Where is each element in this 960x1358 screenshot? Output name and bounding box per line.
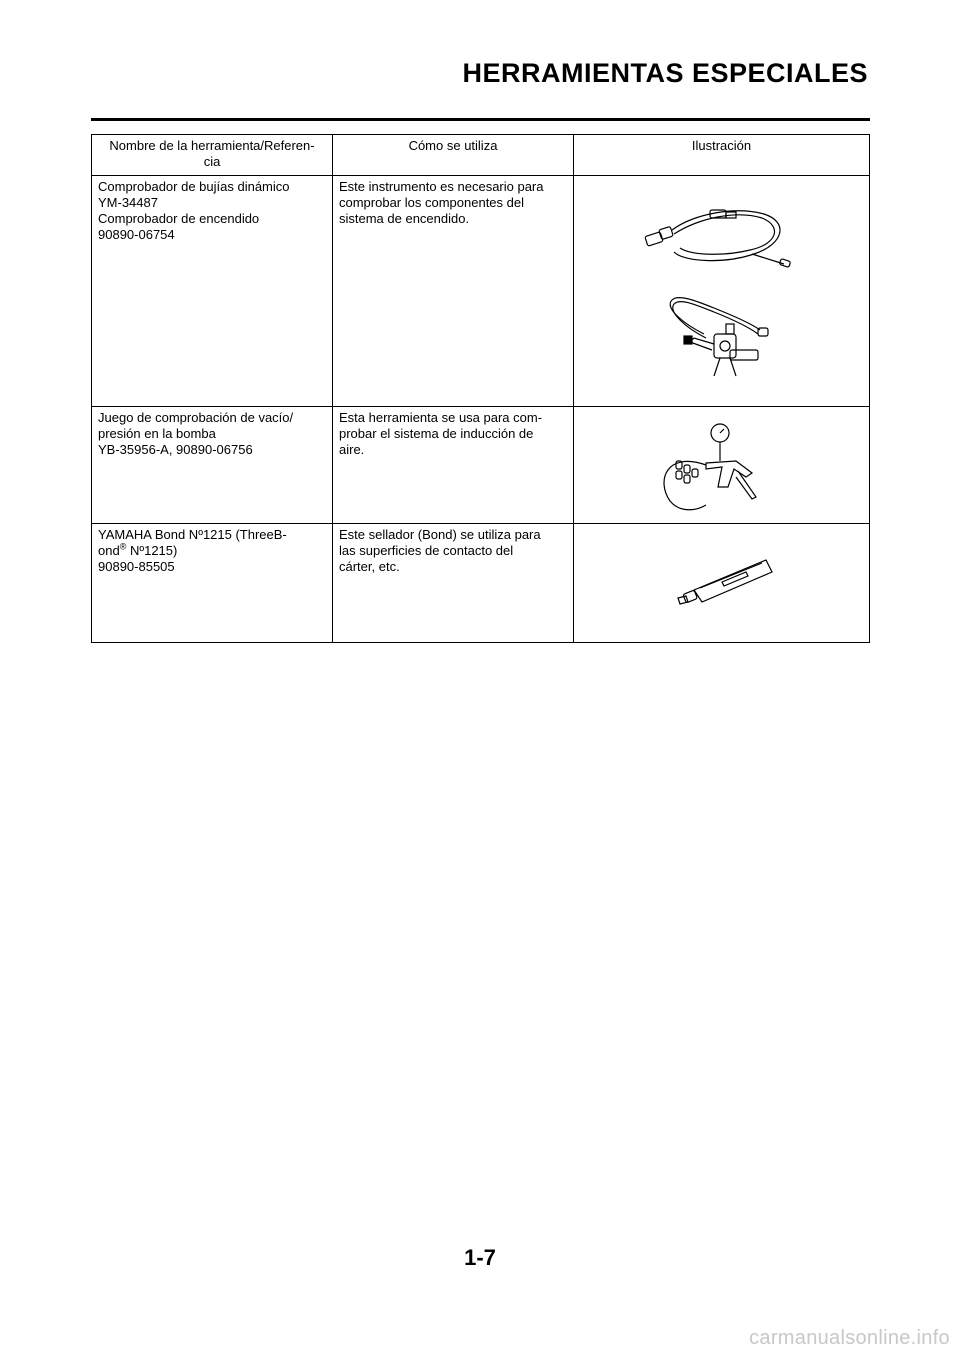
usage-line: sistema de encendido.: [339, 211, 470, 226]
table-row: [92, 524, 870, 643]
tool-name-line: presión en la bomba: [98, 426, 216, 441]
tool-name-line: 90890-85505: [98, 559, 175, 574]
ignition-tester-icon: [664, 294, 774, 384]
tool-illustration-cell: [574, 176, 870, 407]
tool-name-line: [98, 543, 326, 559]
tool-name-line: YM-34487: [98, 195, 158, 210]
tool-name-cell: [92, 407, 333, 524]
table-row: [92, 176, 870, 407]
header-illustration: Ilustración: [574, 135, 870, 176]
tool-name-line: Juego de comprobación de vacío/: [98, 410, 294, 425]
table-row: [92, 407, 870, 524]
usage-line: las superficies de contacto del: [339, 543, 514, 558]
tool-name-text: ond: [98, 543, 120, 558]
vacuum-pump-gauge-icon: [656, 421, 766, 516]
registered-mark: ®: [119, 541, 127, 552]
tool-illustration-cell: [574, 524, 870, 643]
usage-line: comprobar los componentes del: [339, 195, 524, 210]
table-header-row: [92, 135, 870, 176]
tool-usage-cell: [333, 176, 574, 407]
title-rule: [91, 118, 870, 121]
tool-usage-cell: [333, 407, 574, 524]
tool-name-text: Nº1215): [126, 543, 178, 558]
page-number: 1-7: [464, 1245, 496, 1270]
tool-illustration-cell: [574, 407, 870, 524]
tool-name-cell: [92, 524, 333, 643]
sealant-tube-icon: [676, 554, 776, 614]
special-tools-table: [91, 134, 870, 643]
usage-line: probar el sistema de inducción de: [339, 426, 534, 441]
header-usage: Cómo se utiliza: [333, 135, 574, 176]
header-tool-name-line1: Nombre de la herramienta/Referen-: [109, 138, 315, 153]
tool-name-line: Comprobador de encendido: [98, 211, 260, 226]
usage-line: Este instrumento es necesario para: [339, 179, 544, 194]
usage-line: Esta herramienta se usa para com-: [339, 410, 543, 425]
tool-name-line: Comprobador de bujías dinámico: [98, 179, 290, 194]
tool-name-line: YAMAHA Bond Nº1215 (ThreeB-: [98, 527, 287, 542]
page-title: HERRAMIENTAS ESPECIALES: [462, 58, 868, 88]
usage-line: Este sellador (Bond) se utiliza para: [339, 527, 541, 542]
header-tool-name-line2: cia: [203, 154, 221, 169]
usage-line: cárter, etc.: [339, 559, 400, 574]
watermark: carmanualsonline.info: [749, 1327, 950, 1349]
tool-usage-cell: [333, 524, 574, 643]
header-tool-name: [92, 135, 333, 176]
usage-line: aire.: [339, 442, 365, 457]
tool-name-cell: [92, 176, 333, 407]
tool-name-line: YB-35956-A, 90890-06756: [98, 442, 253, 457]
spark-tester-cable-icon: [644, 204, 794, 274]
tool-name-line: 90890-06754: [98, 227, 175, 242]
